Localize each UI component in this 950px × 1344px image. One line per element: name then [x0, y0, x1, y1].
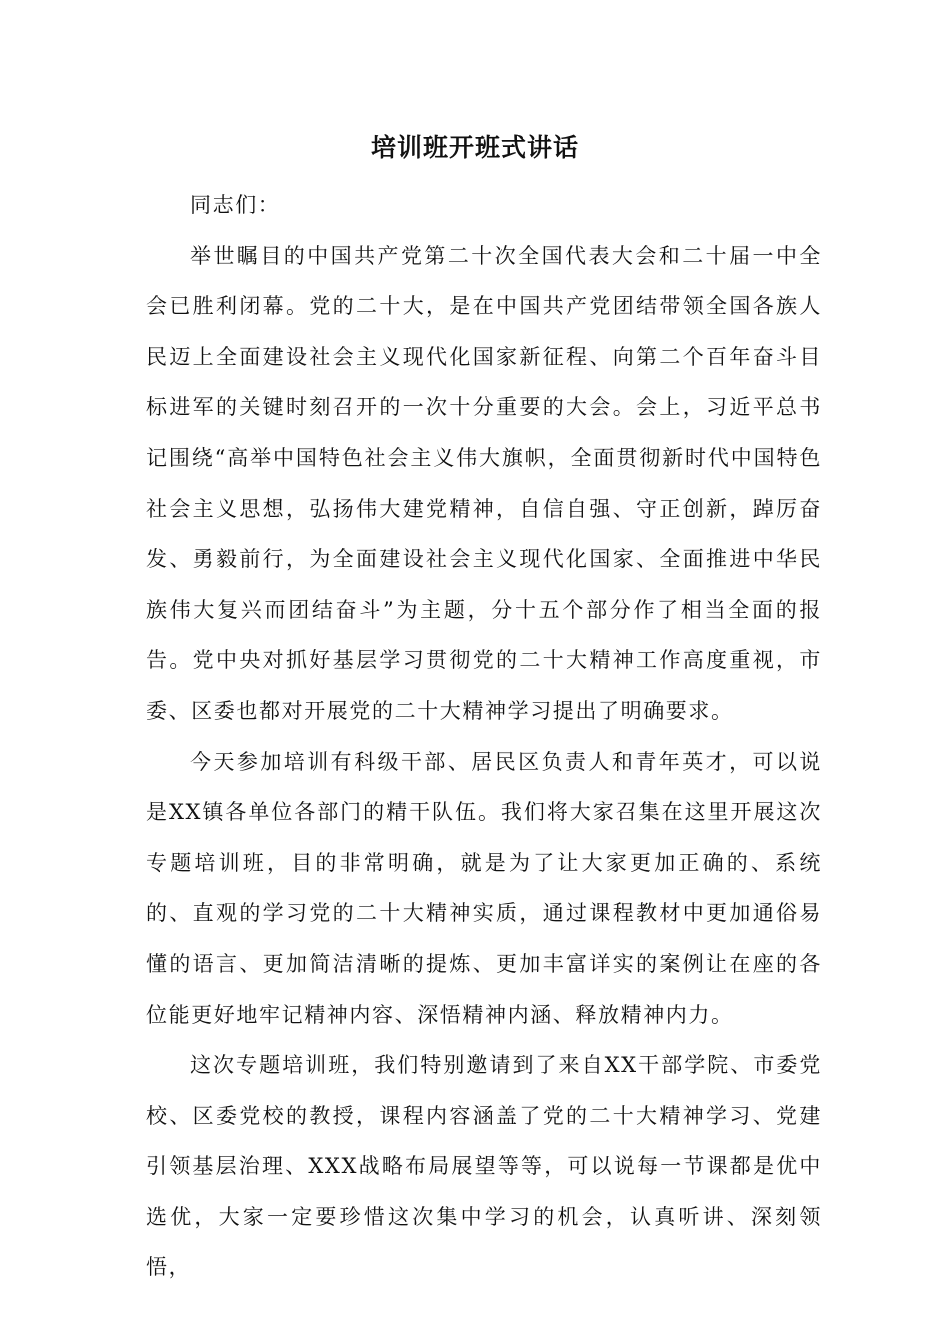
document-body	[146, 180, 822, 1293]
salutation: 同志们：	[190, 193, 281, 217]
paragraph-1: 举世瞩目的中国共产党第二十次全国代表大会和二十届一中全会已胜利闭幕。党的二十大，是在中国共产党团结带领全国各族人民迈上全面建设社会主义现代化国家新征程、向第二个百年奋斗目标进军的关键时刻召开的一次十分重要的大会。会上，习近平总书记围绕“高举中国特色社会主义伟大旗帜，全面贯彻新时代中国特色社会主义思想，弘扬伟大建党精神，自信自强、守正创新，踔厉奋发、勇毅前行，为全面建设社会主义现代化国家、全面推进中华民族伟大复兴而团结奋斗”为主题，分十五个部分作了相当全面的报告。党中央对抓好基层学习贯彻党的二十大精神工作高度重视，市委、区委也都对开展党的二十大精神学习提出了明确要求。	[146, 243, 822, 723]
paragraph-3: 这次专题培训班，我们特别邀请到了来自XX干部学院、市委党校、区委党校的教授，课程内容涵盖了党的二十大精神学习、党建引领基层治理、XXX战略布局展望等等，可以说每一节课都是优中选优，大家一定要珍惜这次集中学习的机会，认真听讲、深刻领悟，	[146, 1053, 822, 1280]
document-title: 培训班开班式讲话	[370, 133, 579, 162]
paragraph-2: 今天参加培训有科级干部、居民区负责人和青年英才，可以说是XX镇各单位各部门的精干队伍。我们将大家召集在这里开展这次专题培训班，目的非常明确，就是为了让大家更加正确的、系统的、直观的学习党的二十大精神实质，通过课程教材中更加通俗易懂的语言、更加简洁清晰的提炼、更加丰富详实的案例让在座的各位能更好地牢记精神内容、深悟精神内涵、释放精神内力。	[146, 749, 822, 1027]
